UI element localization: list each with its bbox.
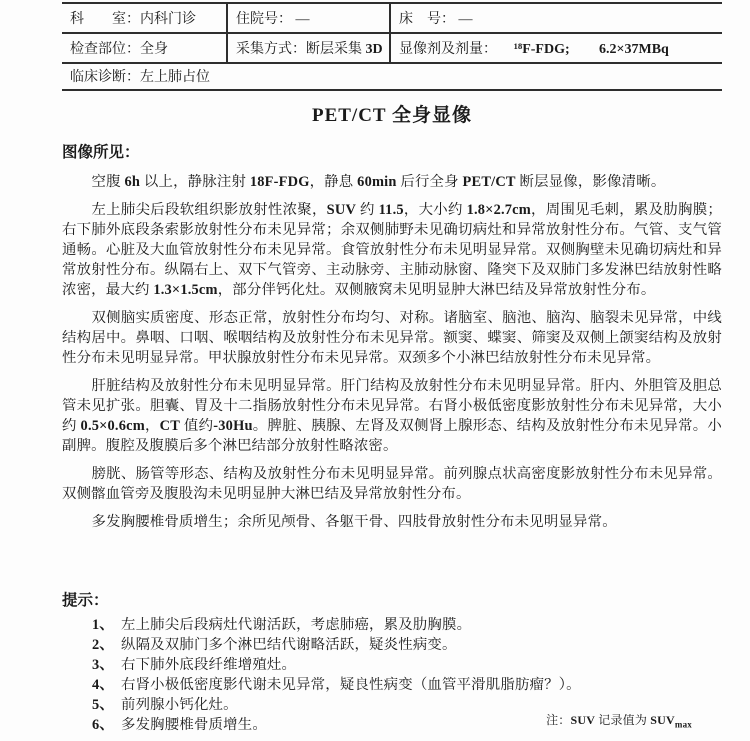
field-clinical-diagnosis: 临床诊断：左上肺占位 [62,63,722,90]
field-tracer-dose: 显像剂及剂量： ¹⁸F-FDG; 6.2×37MBq [390,33,722,63]
findings-paragraph-abdomen: 肝脏结构及放射性分布未见明显异常。肝门结构及放射性分布未见明显异常。肝内、外胆管及胆总管未见扩张。胆囊、胃及十二指肠放射性分布未见异常。右肾小极低密度影放射性分布未见异常，大小约 0.5×0.6cm，CT 值约-30Hu。脾脏、胰腺、左肾及双侧肾上腺形态、结构及放射性分布未见异常。小副脾。腹腔及腹膜后多个淋巴结部分放射性略浓密。 [62,378,723,454]
findings-paragraph-pelvis: 膀胱、肠管等形态、结构及放射性分布未见明显异常。前列腺点状高密度影放射性分布未见异常。双侧髂血管旁及腹股沟未见明显肿大淋巴结及异常放射性分布。 [62,466,722,502]
impression-item-number: 2、 [92,637,114,653]
table-row-diagnosis [62,63,722,90]
impression-item-text: 多发胸腰椎骨质增生。 [121,717,267,733]
impression-item [92,675,722,695]
table-row-department [62,3,722,33]
impression-item-number: 5、 [92,697,114,713]
impression-item [92,655,722,675]
impression-item-number: 1、 [92,617,114,633]
field-bed-number: 床 号： — [390,3,722,33]
impression-item-text: 前列腺小钙化灶。 [121,697,238,713]
header-table [62,2,722,91]
suv-footnote: 注：SUV 记录值为 $SUV_{max}$ [546,712,692,729]
impression-item-text: 左上肺尖后段病灶代谢活跃，考虑肺癌，累及肋胸膜。 [121,617,472,633]
impression-item-number: 6、 [92,717,114,733]
impression-heading: 提示： [62,592,109,609]
impression-item [92,635,722,655]
findings-heading: 图像所见： [62,144,140,161]
findings-paragraph-procedure: 空腹 6h 以上，静脉注射 18F-FDG，静息 60min 后行全身 PET/CT 断层显像，影像清晰。 [91,174,666,190]
impression-item-number: 3、 [92,657,114,673]
field-exam-region: 检查部位：全身 [62,33,227,63]
impression-item-text: 右下肺外底段纤维增殖灶。 [121,657,297,673]
findings-paragraph-bones: 多发胸腰椎骨质增生；余所见颅骨、各躯干骨、四肢骨放射性分布未见明显异常。 [91,514,617,530]
impression-item-number: 4、 [92,677,114,693]
findings-paragraph-head-neck: 双侧脑实质密度、形态正常，放射性分布均匀、对称。诸脑室、脑池、脑沟、脑裂未见异常，中线结构居中。鼻咽、口咽、喉咽结构及放射性分布未见异常。额窦、蝶窦、筛窦及双侧上颌窦结构及放射性分布未见明显异常。甲状腺放射性分布未见异常。双颈多个小淋巴结放射性分布未见异常。 [62,310,722,366]
field-admission-number: 住院号： — [227,3,390,33]
impression-item-text: 纵隔及双肺门多个淋巴结代谢略活跃，疑炎性病变。 [121,637,457,653]
report-title: PET/CT 全身显像 [311,105,473,126]
impression-item-text: 右肾小极低密度影代谢未见异常，疑良性病变（血管平滑肌脂肪瘤？）。 [121,677,581,693]
impression-item [92,615,722,635]
table-row-exam [62,33,722,63]
findings-paragraph-chest: 左上肺尖后段软组织影放射性浓聚，SUV 约 11.5，大小约 1.8×2.7cm，周围见毛刺，累及肋胸膜；右下肺外底段条索影放射性分布未见异常；余双侧肺野未见确切病灶和异常放射性分布。气管、支气管通畅。心脏及大血管放射性分布未见异常。食管放射性分布未见明显异常。双侧胸壁未见确切病灶和异常放射性分布。纵隔右上、双下气管旁、主动脉旁、主肺动脉窗、隆突下及双肺门多发淋巴结放射性略浓密，最大约 1.3×1.5cm，部分伴钙化灶。双侧腋窝未见明显肿大淋巴结及异常放射性分布。 [62,202,723,298]
field-department: 科 室：内科门诊 [62,3,227,33]
field-acquisition-mode: 采集方式：断层采集 3D [227,33,390,63]
